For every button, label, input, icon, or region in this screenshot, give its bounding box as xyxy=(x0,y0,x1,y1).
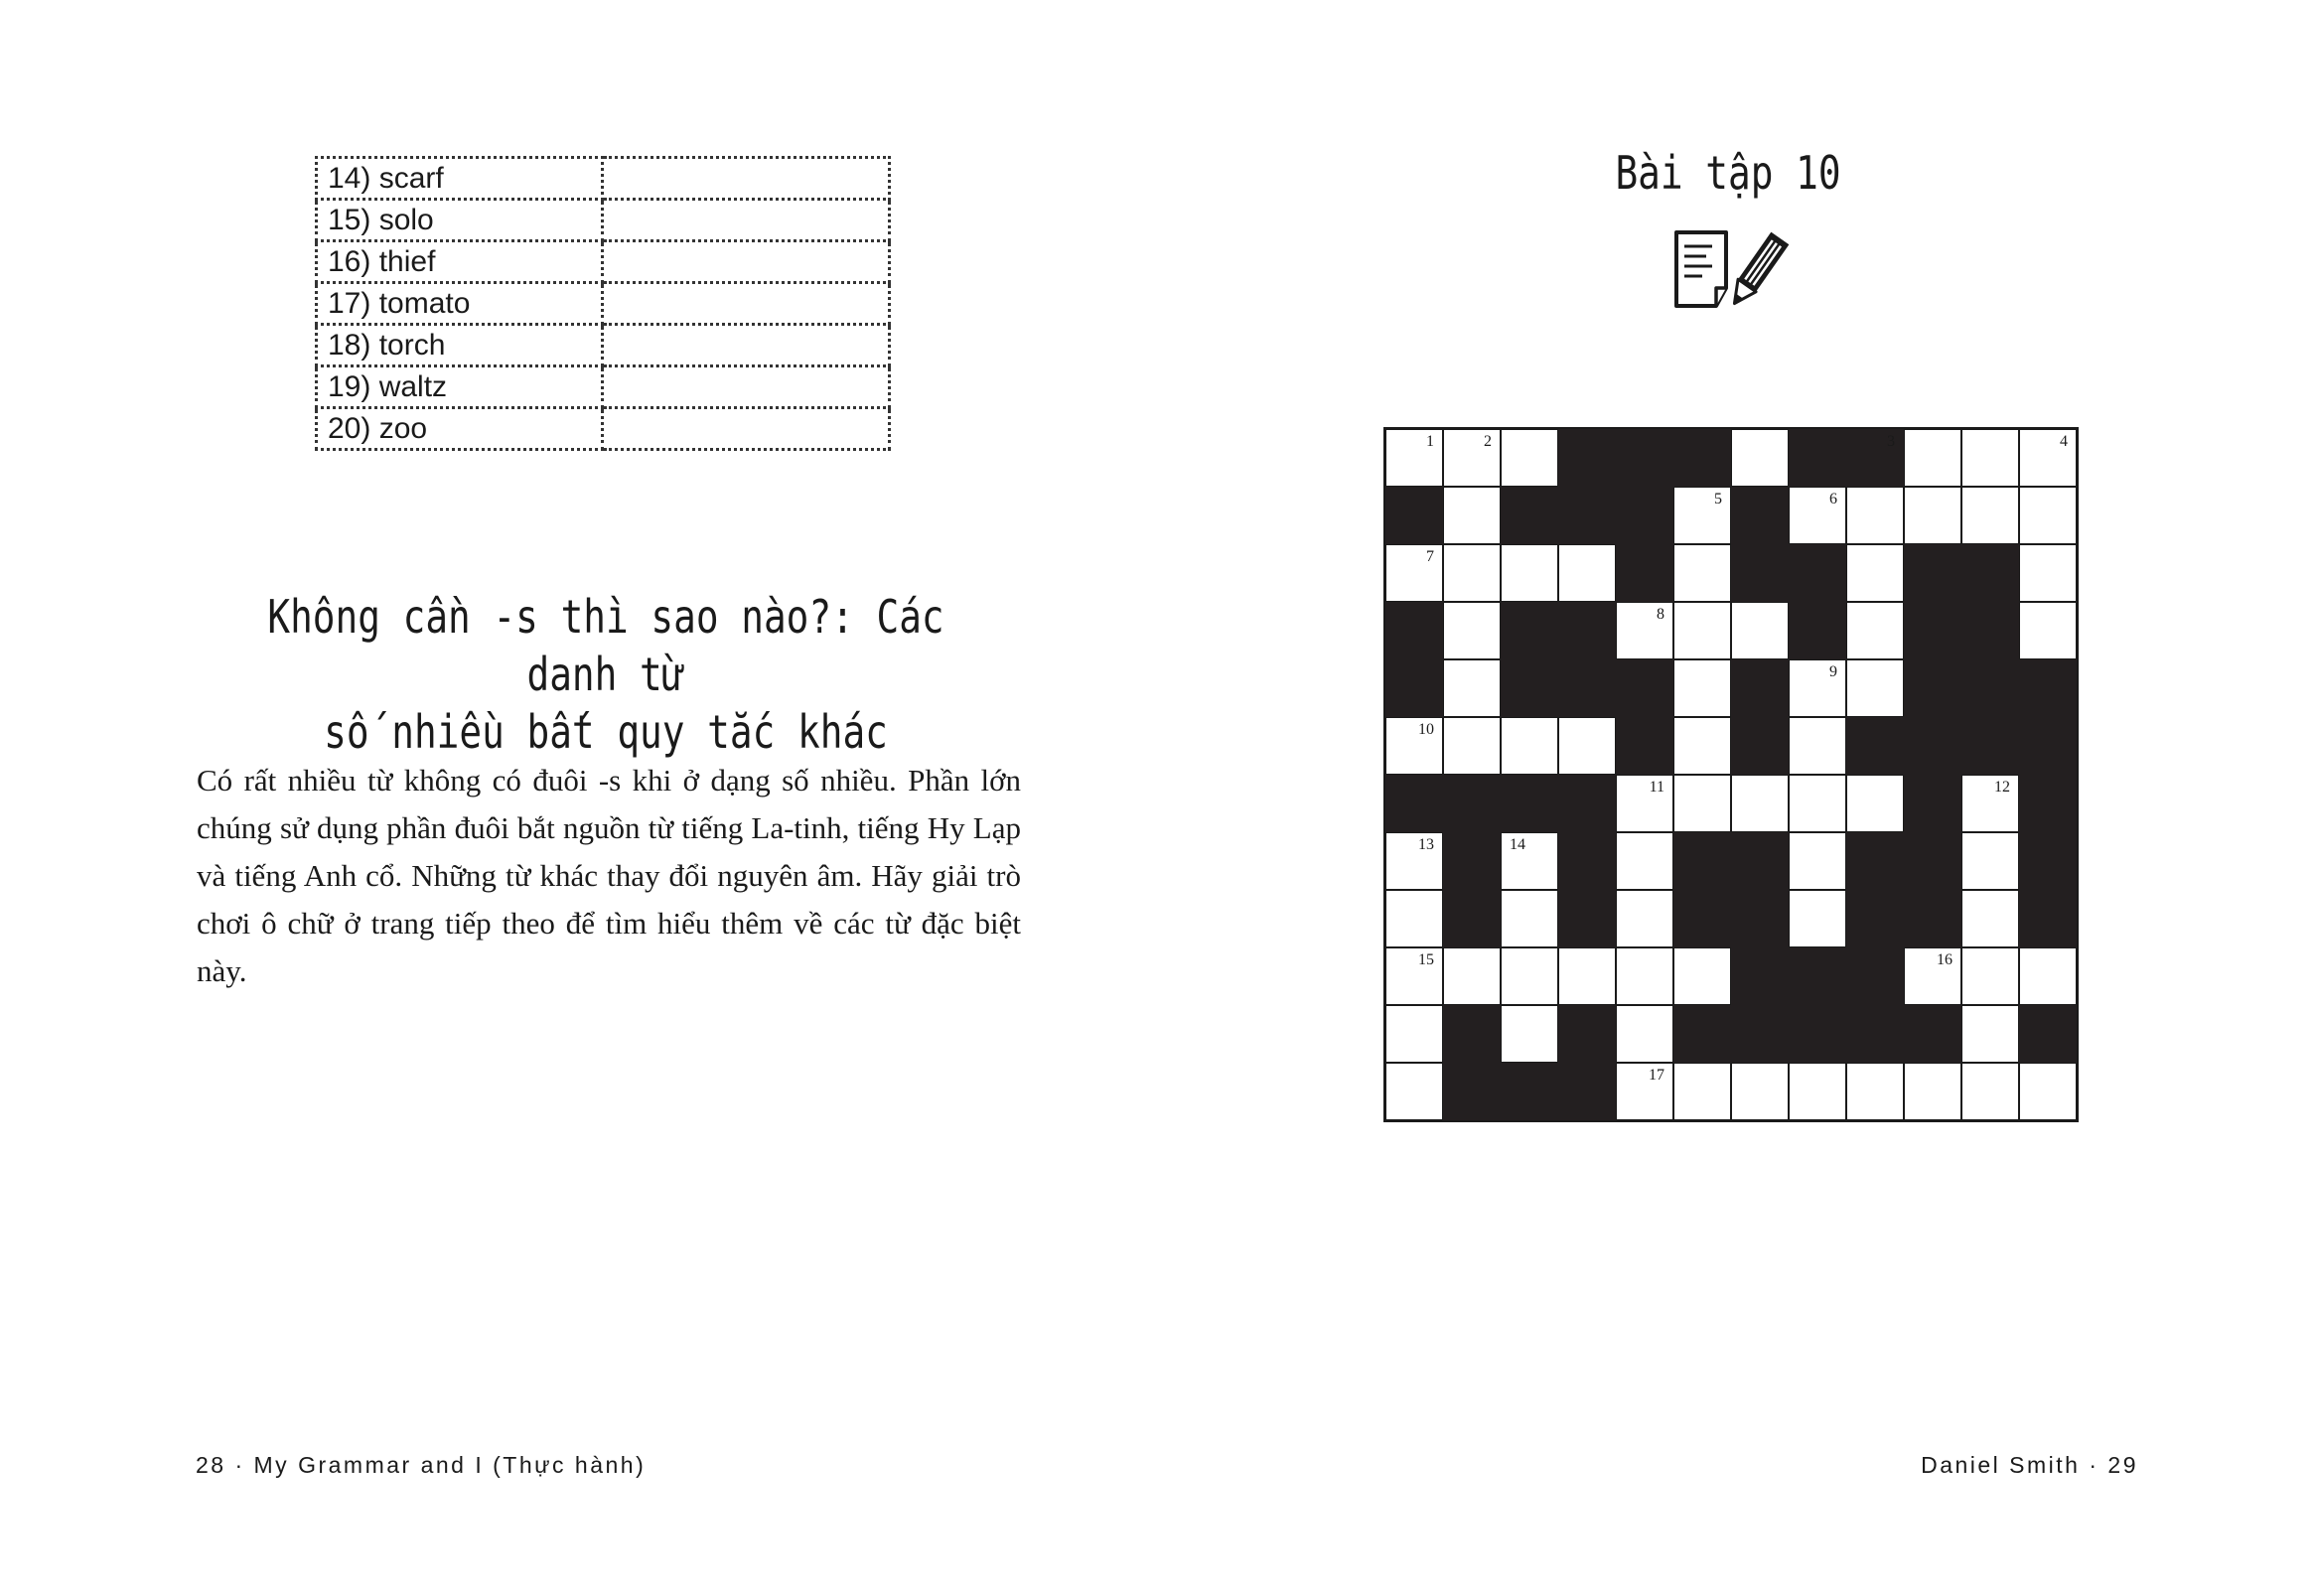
crossword-answer-cell[interactable] xyxy=(1673,544,1731,602)
crossword-answer-cell[interactable] xyxy=(1789,775,1846,832)
word-cell: 17) tomato xyxy=(317,283,603,325)
table-row xyxy=(317,283,890,325)
crossword-block-cell xyxy=(1558,659,1616,717)
crossword-answer-cell[interactable] xyxy=(1501,544,1558,602)
crossword-answer-cell[interactable] xyxy=(1846,775,1904,832)
crossword-answer-cell[interactable] xyxy=(1385,544,1443,602)
answer-cell[interactable] xyxy=(603,408,890,450)
clue-number: 8 xyxy=(1657,606,1664,623)
crossword-answer-cell[interactable] xyxy=(1846,1063,1904,1120)
crossword-answer-cell[interactable] xyxy=(1616,775,1673,832)
crossword-block-cell xyxy=(1789,544,1846,602)
section-heading xyxy=(247,588,964,761)
crossword-block-cell xyxy=(1846,717,1904,775)
clue-number: 14 xyxy=(1510,836,1525,853)
crossword-block-cell xyxy=(1443,1005,1501,1063)
crossword-answer-cell[interactable] xyxy=(1789,487,1846,544)
crossword-answer-cell[interactable] xyxy=(1501,947,1558,1005)
crossword-block-cell xyxy=(1846,832,1904,890)
crossword-block-cell xyxy=(1385,659,1443,717)
crossword-block-cell xyxy=(1846,947,1904,1005)
crossword-answer-cell[interactable] xyxy=(2019,947,2077,1005)
word-cell: 20) zoo xyxy=(317,408,603,450)
crossword-block-cell xyxy=(1731,544,1789,602)
crossword-answer-cell[interactable] xyxy=(1961,1063,2019,1120)
crossword-block-cell xyxy=(1904,544,1961,602)
crossword-block-cell xyxy=(1558,890,1616,947)
clue-number: 5 xyxy=(1714,491,1722,508)
crossword-block-cell xyxy=(1731,1005,1789,1063)
crossword-answer-cell[interactable] xyxy=(1616,890,1673,947)
crossword-block-cell xyxy=(1846,890,1904,947)
crossword-answer-cell[interactable] xyxy=(1904,487,1961,544)
crossword-answer-cell[interactable] xyxy=(1673,487,1731,544)
crossword-block-cell xyxy=(1904,602,1961,659)
crossword-answer-cell[interactable] xyxy=(1443,487,1501,544)
crossword-answer-cell[interactable] xyxy=(1904,1063,1961,1120)
crossword-answer-cell[interactable] xyxy=(1904,947,1961,1005)
crossword-block-cell xyxy=(1731,947,1789,1005)
crossword-answer-cell[interactable] xyxy=(1961,429,2019,487)
clue-number: 1 xyxy=(1426,433,1434,450)
table-row xyxy=(317,241,890,283)
crossword-answer-cell[interactable] xyxy=(2019,429,2077,487)
crossword-block-cell xyxy=(1558,1005,1616,1063)
crossword-answer-cell[interactable] xyxy=(1731,602,1789,659)
answer-cell[interactable] xyxy=(603,200,890,241)
crossword-block-cell xyxy=(1501,659,1558,717)
crossword-answer-cell[interactable] xyxy=(1443,659,1501,717)
crossword-block-cell xyxy=(1385,487,1443,544)
crossword-answer-cell[interactable] xyxy=(1846,602,1904,659)
crossword-answer-cell[interactable] xyxy=(1501,1005,1558,1063)
crossword-block-cell xyxy=(1961,544,2019,602)
clue-number: 2 xyxy=(1484,433,1492,450)
exercise-title: Bài tập 10 xyxy=(1615,146,1841,200)
table-row xyxy=(317,366,890,408)
crossword-block-cell xyxy=(1558,487,1616,544)
crossword-answer-cell[interactable] xyxy=(1501,890,1558,947)
crossword-block-cell xyxy=(1731,659,1789,717)
crossword-answer-cell[interactable] xyxy=(1961,487,2019,544)
crossword-answer-cell[interactable] xyxy=(1904,429,1961,487)
crossword-block-cell xyxy=(1904,659,1961,717)
answer-cell[interactable] xyxy=(603,283,890,325)
crossword-block-cell xyxy=(1443,890,1501,947)
clue-number: 17 xyxy=(1649,1067,1664,1084)
crossword-answer-cell[interactable] xyxy=(1385,947,1443,1005)
crossword-answer-cell[interactable] xyxy=(1673,947,1731,1005)
crossword-answer-cell[interactable] xyxy=(1385,1005,1443,1063)
crossword-answer-cell[interactable] xyxy=(1443,717,1501,775)
clue-number: 13 xyxy=(1418,836,1434,853)
crossword-block-cell xyxy=(1846,1005,1904,1063)
crossword-block-cell xyxy=(1501,1063,1558,1120)
crossword-block-cell xyxy=(1673,1005,1731,1063)
crossword-block-cell xyxy=(2019,775,2077,832)
clue-number: 12 xyxy=(1994,779,2010,796)
crossword-block-cell xyxy=(1673,890,1731,947)
crossword-answer-cell[interactable] xyxy=(1673,1063,1731,1120)
word-cell: 19) waltz xyxy=(317,366,603,408)
crossword-block-cell xyxy=(1385,775,1443,832)
table-row xyxy=(317,158,890,200)
crossword-block-cell xyxy=(2019,890,2077,947)
crossword-block-cell xyxy=(1558,832,1616,890)
crossword-block-cell xyxy=(1731,487,1789,544)
crossword-block-cell xyxy=(1789,429,1846,487)
crossword-answer-cell[interactable] xyxy=(1443,602,1501,659)
crossword-answer-cell[interactable] xyxy=(1673,659,1731,717)
crossword-answer-cell[interactable] xyxy=(1385,429,1443,487)
crossword-answer-cell[interactable] xyxy=(1385,890,1443,947)
crossword-block-cell xyxy=(1443,775,1501,832)
crossword-block-cell xyxy=(1558,1063,1616,1120)
word-cell: 18) torch xyxy=(317,325,603,366)
crossword-answer-cell[interactable] xyxy=(1501,832,1558,890)
crossword-answer-cell[interactable] xyxy=(1385,717,1443,775)
crossword-answer-cell[interactable] xyxy=(1789,1063,1846,1120)
crossword-block-cell xyxy=(1789,602,1846,659)
crossword-block-cell xyxy=(1961,717,2019,775)
crossword-grid xyxy=(1383,427,2079,1122)
answer-cell[interactable] xyxy=(603,158,890,200)
crossword-block-cell xyxy=(1501,775,1558,832)
clue-number: 6 xyxy=(1829,491,1837,508)
crossword-answer-cell[interactable] xyxy=(1385,832,1443,890)
word-cell: 15) solo xyxy=(317,200,603,241)
crossword-answer-cell[interactable] xyxy=(1616,947,1673,1005)
crossword-answer-cell[interactable] xyxy=(1558,544,1616,602)
crossword-block-cell xyxy=(1961,602,2019,659)
crossword-answer-cell[interactable] xyxy=(1846,659,1904,717)
crossword-block-cell xyxy=(1501,487,1558,544)
crossword-block-cell xyxy=(1961,659,2019,717)
crossword-block-cell xyxy=(1731,717,1789,775)
clue-number: 3 xyxy=(1887,433,1895,450)
table-row xyxy=(317,200,890,241)
crossword-answer-cell[interactable] xyxy=(1961,832,2019,890)
crossword-block-cell xyxy=(2019,1005,2077,1063)
crossword-block-cell xyxy=(1616,717,1673,775)
section-heading-line2: số nhiều bất quy tắc khác xyxy=(324,705,888,759)
crossword-block-cell xyxy=(1501,602,1558,659)
crossword-block-cell xyxy=(1904,832,1961,890)
crossword-answer-cell[interactable] xyxy=(1673,717,1731,775)
answer-cell[interactable] xyxy=(603,325,890,366)
crossword-block-cell xyxy=(1558,775,1616,832)
crossword-answer-cell[interactable] xyxy=(1616,832,1673,890)
word-list-table xyxy=(315,156,891,451)
section-heading-line1: Không cần -s thì sao nào?: Các danh từ xyxy=(267,590,944,701)
crossword-answer-cell[interactable] xyxy=(1731,775,1789,832)
crossword-answer-cell[interactable] xyxy=(1789,659,1846,717)
crossword-block-cell xyxy=(1558,429,1616,487)
crossword-answer-cell[interactable] xyxy=(1789,717,1846,775)
crossword-answer-cell[interactable] xyxy=(1385,1063,1443,1120)
clue-number: 16 xyxy=(1937,951,1953,968)
crossword-block-cell xyxy=(1443,1063,1501,1120)
crossword-block-cell xyxy=(2019,659,2077,717)
crossword-answer-cell[interactable] xyxy=(1443,947,1501,1005)
clue-number: 7 xyxy=(1426,548,1434,565)
crossword-block-cell xyxy=(2019,832,2077,890)
word-cell: 14) scarf xyxy=(317,158,603,200)
answer-cell[interactable] xyxy=(603,366,890,408)
crossword-block-cell xyxy=(2019,717,2077,775)
crossword-block-cell xyxy=(1385,602,1443,659)
crossword-answer-cell[interactable] xyxy=(1789,890,1846,947)
crossword-block-cell xyxy=(1904,890,1961,947)
crossword-answer-cell[interactable] xyxy=(2019,487,2077,544)
crossword-answer-cell[interactable] xyxy=(1673,775,1731,832)
clue-number: 4 xyxy=(2060,433,2068,450)
table-row xyxy=(317,408,890,450)
crossword-block-cell xyxy=(1616,544,1673,602)
word-cell: 16) thief xyxy=(317,241,603,283)
crossword-answer-cell[interactable] xyxy=(1616,602,1673,659)
crossword-answer-cell[interactable] xyxy=(1616,1063,1673,1120)
crossword-block-cell xyxy=(1904,1005,1961,1063)
crossword-block-cell xyxy=(1673,832,1731,890)
crossword-block-cell xyxy=(1789,1005,1846,1063)
crossword-answer-cell[interactable] xyxy=(1731,1063,1789,1120)
crossword-block-cell xyxy=(1558,602,1616,659)
crossword-block-cell xyxy=(1846,429,1904,487)
crossword-block-cell xyxy=(1731,832,1789,890)
footer-left-page-number: 28 · My Grammar and I (Thực hành) xyxy=(196,1452,647,1478)
crossword-block-cell xyxy=(1673,429,1731,487)
crossword-answer-cell[interactable] xyxy=(1443,429,1501,487)
crossword-block-cell xyxy=(1443,832,1501,890)
crossword-answer-cell[interactable] xyxy=(1673,602,1731,659)
clue-number: 9 xyxy=(1829,663,1837,680)
crossword-block-cell xyxy=(1789,947,1846,1005)
crossword-answer-cell[interactable] xyxy=(1846,487,1904,544)
crossword-block-cell xyxy=(1904,775,1961,832)
crossword-answer-cell[interactable] xyxy=(1846,544,1904,602)
crossword-answer-cell[interactable] xyxy=(1501,429,1558,487)
crossword-answer-cell[interactable] xyxy=(1961,775,2019,832)
clue-number: 10 xyxy=(1418,721,1434,738)
clue-number: 11 xyxy=(1649,779,1664,796)
crossword-block-cell xyxy=(1904,717,1961,775)
crossword-block-cell xyxy=(1616,659,1673,717)
crossword-answer-cell[interactable] xyxy=(1558,717,1616,775)
paper-and-pencil-icon xyxy=(1666,226,1796,316)
footer-right-page-number: Daniel Smith · 29 xyxy=(1921,1452,2138,1478)
crossword-answer-cell[interactable] xyxy=(1961,890,2019,947)
crossword-answer-cell[interactable] xyxy=(2019,1063,2077,1120)
crossword-answer-cell[interactable] xyxy=(1789,832,1846,890)
clue-number: 15 xyxy=(1418,951,1434,968)
crossword-answer-cell[interactable] xyxy=(1443,544,1501,602)
crossword-answer-cell[interactable] xyxy=(1558,947,1616,1005)
crossword-answer-cell[interactable] xyxy=(2019,602,2077,659)
crossword-answer-cell[interactable] xyxy=(1961,947,2019,1005)
answer-cell[interactable] xyxy=(603,241,890,283)
crossword-block-cell xyxy=(1616,429,1673,487)
intro-paragraph: Có rất nhiều từ không có đuôi -s khi ở dạng số nhiều. Phần lớn chúng sử dụng phần đuôi bắt nguồn từ tiếng La-tinh, tiếng Hy Lạp và tiếng Anh cổ. Những từ khác thay đổi nguyên âm. Hãy giải trò chơi ô chữ ở trang tiếp theo để tìm hiểu thêm về các từ đặc biệt này. xyxy=(197,763,1021,988)
crossword-answer-cell[interactable] xyxy=(1501,717,1558,775)
crossword-answer-cell[interactable] xyxy=(1616,1005,1673,1063)
crossword-answer-cell[interactable] xyxy=(1731,429,1789,487)
crossword-block-cell xyxy=(1616,487,1673,544)
crossword-block-cell xyxy=(1731,890,1789,947)
crossword-answer-cell[interactable] xyxy=(1961,1005,2019,1063)
crossword-answer-cell[interactable] xyxy=(2019,544,2077,602)
table-row xyxy=(317,325,890,366)
